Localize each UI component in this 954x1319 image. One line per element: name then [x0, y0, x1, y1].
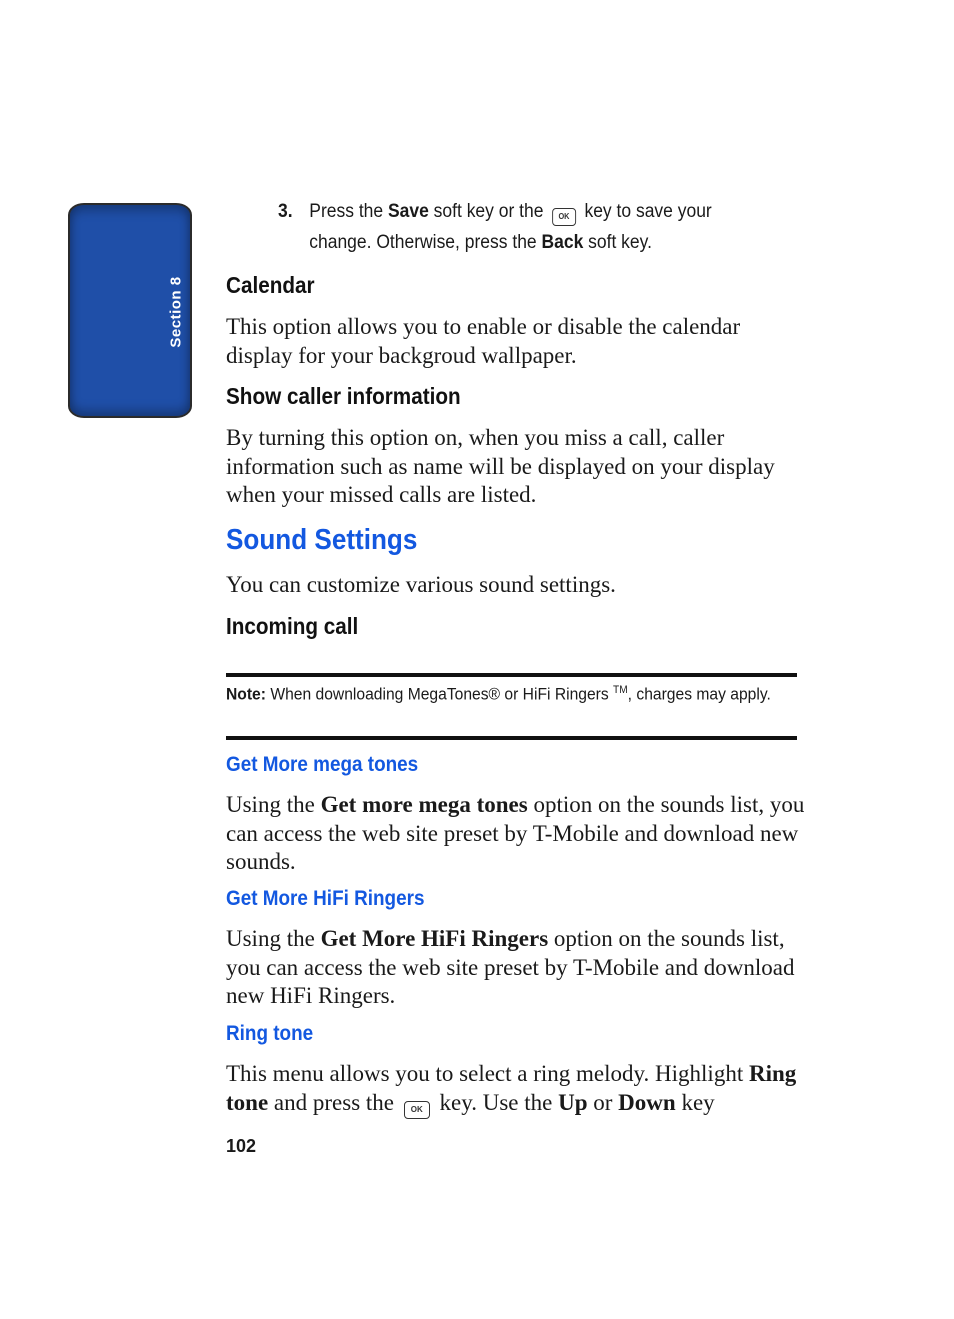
trademark-mark: TM: [613, 684, 628, 696]
note-bottom-rule: [226, 736, 797, 740]
step-text-part: soft key.: [583, 232, 652, 253]
incoming-call-heading: Incoming call: [226, 613, 359, 639]
down-key-name: Down: [618, 1089, 676, 1115]
body-text-part: option on the sounds list, you can access the web site preset by T-Mobile and download new sounds.: [226, 792, 805, 874]
body-text-part: Using the: [226, 792, 321, 817]
section-tab-label: Section 8: [167, 276, 185, 348]
step-text-part: key to save your change. Otherwise, press the: [309, 201, 712, 253]
calendar-heading: Calendar: [226, 272, 315, 298]
body-text-part: key. Use the: [433, 1089, 559, 1115]
up-key-name: Up: [558, 1089, 588, 1115]
step-number: 3.: [278, 201, 293, 222]
page-number: 102: [226, 1136, 257, 1156]
body-text-part: and press the: [268, 1089, 400, 1115]
body-text-part: or: [587, 1089, 619, 1115]
mega-tones-option-name: Get more mega tones: [320, 792, 528, 817]
body-text-part: key: [675, 1089, 715, 1115]
ok-key-icon: OK: [404, 1101, 430, 1119]
note-label: Note:: [226, 684, 266, 704]
note-top-rule: [226, 673, 797, 677]
body-text-part: Using the: [226, 926, 321, 951]
hifi-option-name: Get More HiFi Ringers: [320, 926, 549, 951]
save-key-name: Save: [387, 201, 429, 222]
body-text-part: option on the sounds list, you can access the web site preset by T-Mobile and download new HiFi Ringers.: [226, 926, 795, 1008]
caller-info-heading: Show caller information: [226, 383, 461, 409]
body-text-part: This menu allows you to select a ring melody. Highlight: [226, 1061, 749, 1086]
sound-settings-heading: Sound Settings: [226, 524, 418, 556]
note-text: , charges may apply.: [627, 684, 771, 704]
step-text-part: soft key or the: [428, 201, 549, 222]
ring-tone-body: [226, 1060, 806, 1119]
back-key-name: Back: [541, 232, 584, 253]
ok-key-icon: OK: [552, 208, 576, 226]
mega-tones-body: [226, 791, 806, 877]
step-text: [309, 196, 756, 258]
note-text: When downloading MegaTones® or HiFi Ringers: [265, 684, 614, 704]
ring-tone-heading: Ring tone: [226, 1022, 314, 1045]
mega-tones-heading: Get More mega tones: [226, 753, 419, 776]
sound-settings-intro: You can customize various sound settings.: [226, 572, 616, 597]
step-text-part: Press the: [309, 201, 388, 222]
step-3: [278, 196, 756, 258]
hifi-heading: Get More HiFi Ringers: [226, 887, 425, 910]
calendar-body: This option allows you to enable or disable the calendar display for your backgroud wallpaper.: [226, 314, 741, 368]
note-box: [226, 680, 778, 705]
ring-tone-option-name: Ring tone: [226, 1061, 797, 1115]
caller-info-body: By turning this option on, when you miss a call, caller information such as name will be displayed on your display when your missed calls are listed.: [226, 425, 775, 507]
hifi-body: [226, 925, 806, 1011]
